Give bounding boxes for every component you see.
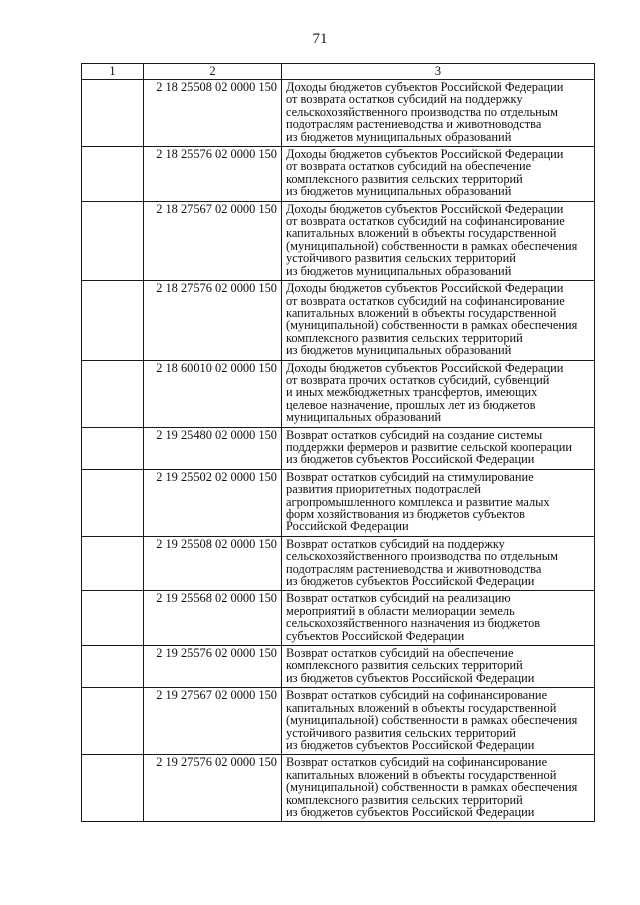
description-line: Возврат остатков субсидий на софинансирование bbox=[286, 688, 548, 703]
description-line: устойчивого развития сельских территорий bbox=[286, 251, 516, 266]
description-line: Доходы бюджетов субъектов Российской Федерации bbox=[286, 147, 564, 162]
budget-code: 2 18 27567 02 0000 150 bbox=[144, 201, 282, 280]
budget-code: 2 18 25576 02 0000 150 bbox=[144, 147, 282, 202]
description-line: Российской Федерации bbox=[286, 519, 409, 534]
description-line: из бюджетов муниципальных образований bbox=[286, 184, 512, 199]
description-line: из бюджетов субъектов Российской Федерации bbox=[286, 452, 535, 467]
table-row bbox=[82, 688, 595, 755]
description-line: комплексного развития сельских территорий bbox=[286, 171, 523, 186]
table-row bbox=[82, 755, 595, 822]
description-line: сельскохозяйственного назначения из бюджетов bbox=[286, 616, 541, 631]
description-line: подотраслям растениеводства и животноводства bbox=[286, 561, 542, 576]
budget-codes-table bbox=[81, 63, 595, 822]
description-line: муниципальных образований bbox=[286, 410, 442, 425]
income-description bbox=[282, 147, 595, 202]
header-col-1: 1 bbox=[82, 64, 144, 80]
budget-code: 2 19 25502 02 0000 150 bbox=[144, 469, 282, 536]
description-line: Возврат остатков субсидий на стимулирование bbox=[286, 469, 534, 484]
description-line: комплексного развития сельских территорий bbox=[286, 658, 523, 673]
page-number: 71 bbox=[312, 31, 328, 47]
cell-col-1 bbox=[82, 591, 144, 646]
description-line: комплексного развития сельских территорий bbox=[286, 330, 523, 345]
description-line: (муниципальной) собственности в рамках обеспечения bbox=[286, 238, 578, 253]
budget-code: 2 18 25508 02 0000 150 bbox=[144, 80, 282, 147]
description-line: и иных межбюджетных трансфертов, имеющих bbox=[286, 385, 538, 400]
description-line: подотраслям растениеводства и животноводства bbox=[286, 117, 542, 132]
description-line: Возврат остатков субсидий на реализацию bbox=[286, 591, 511, 606]
income-description bbox=[282, 591, 595, 646]
description-line: (муниципальной) собственности в рамках обеспечения bbox=[286, 780, 578, 795]
table-row bbox=[82, 80, 595, 147]
description-line: от возврата остатков субсидий на поддержку bbox=[286, 92, 523, 107]
income-description bbox=[282, 755, 595, 822]
description-line: поддержки фермеров и развитие сельской кооперации bbox=[286, 439, 573, 454]
budget-code: 2 19 27567 02 0000 150 bbox=[144, 688, 282, 755]
income-description bbox=[282, 201, 595, 280]
table-row bbox=[82, 646, 595, 688]
cell-col-1 bbox=[82, 80, 144, 147]
cell-col-1 bbox=[82, 688, 144, 755]
description-line: форм хозяйствования из бюджетов субъектов bbox=[286, 507, 526, 521]
description-line: сельскохозяйственного производства по отдельным bbox=[286, 104, 558, 119]
description-line: от возврата остатков субсидий на обеспечение bbox=[286, 159, 532, 174]
income-description bbox=[282, 536, 595, 591]
budget-code: 2 19 27576 02 0000 150 bbox=[144, 755, 282, 822]
income-description bbox=[282, 281, 595, 360]
description-line: субъектов Российской Федерации bbox=[286, 628, 465, 643]
description-line: капитальных вложений в объекты государственной bbox=[286, 767, 557, 782]
budget-code: 2 19 25568 02 0000 150 bbox=[144, 591, 282, 646]
table-row bbox=[82, 536, 595, 591]
income-description bbox=[282, 427, 595, 469]
description-line: комплексного развития сельских территорий bbox=[286, 792, 523, 807]
description-line: сельскохозяйственного производства по отдельным bbox=[286, 549, 558, 564]
table-row bbox=[82, 469, 595, 536]
cell-col-1 bbox=[82, 360, 144, 427]
description-line: капитальных вложений в объекты государственной bbox=[286, 700, 557, 715]
description-line: из бюджетов муниципальных образований bbox=[286, 263, 512, 278]
description-line: из бюджетов субъектов Российской Федерации bbox=[286, 737, 535, 752]
cell-col-1 bbox=[82, 646, 144, 688]
description-line: капитальных вложений в объекты государственной bbox=[286, 305, 557, 320]
description-line: Доходы бюджетов субъектов Российской Федерации bbox=[286, 201, 564, 216]
cell-col-1 bbox=[82, 281, 144, 360]
description-line: из бюджетов субъектов Российской Федерации bbox=[286, 804, 535, 819]
description-line: Возврат остатков субсидий на поддержку bbox=[286, 536, 505, 551]
description-line: (муниципальной) собственности в рамках обеспечения bbox=[286, 713, 578, 728]
budget-code: 2 18 27576 02 0000 150 bbox=[144, 281, 282, 360]
description-line: Возврат остатков субсидий на создание системы bbox=[286, 427, 543, 442]
budget-code: 2 19 25508 02 0000 150 bbox=[144, 536, 282, 591]
cell-col-1 bbox=[82, 536, 144, 591]
table-row bbox=[82, 360, 595, 427]
description-line: из бюджетов субъектов Российской Федерации bbox=[286, 574, 535, 589]
description-line: Возврат остатков субсидий на софинансирование bbox=[286, 755, 548, 770]
description-line: мероприятий в области мелиорации земель bbox=[286, 603, 515, 618]
description-line: Доходы бюджетов субъектов Российской Федерации bbox=[286, 281, 564, 296]
header-col-2: 2 bbox=[144, 64, 282, 80]
budget-code: 2 19 25576 02 0000 150 bbox=[144, 646, 282, 688]
description-line: капитальных вложений в объекты государственной bbox=[286, 226, 557, 241]
income-description bbox=[282, 646, 595, 688]
description-line: Возврат остатков субсидий на обеспечение bbox=[286, 646, 514, 661]
cell-col-1 bbox=[82, 755, 144, 822]
description-line: из бюджетов муниципальных образований bbox=[286, 343, 512, 358]
header-row bbox=[82, 64, 595, 80]
table-row bbox=[82, 201, 595, 280]
description-line: развития приоритетных подотраслей bbox=[286, 482, 481, 497]
description-line: устойчивого развития сельских территорий bbox=[286, 725, 516, 740]
description-line: от возврата остатков субсидий на софинансирование bbox=[286, 293, 565, 308]
description-line: из бюджетов муниципальных образований bbox=[286, 129, 512, 144]
cell-col-1 bbox=[82, 427, 144, 469]
budget-code: 2 18 60010 02 0000 150 bbox=[144, 360, 282, 427]
budget-code: 2 19 25480 02 0000 150 bbox=[144, 427, 282, 469]
cell-col-1 bbox=[82, 469, 144, 536]
table-row bbox=[82, 591, 595, 646]
description-line: Доходы бюджетов субъектов Российской Федерации bbox=[286, 360, 564, 375]
description-line: от возврата прочих остатков субсидий, субвенций bbox=[286, 372, 550, 387]
income-description bbox=[282, 688, 595, 755]
table-row bbox=[82, 147, 595, 202]
header-col-3: 3 bbox=[282, 64, 595, 80]
table-row bbox=[82, 427, 595, 469]
description-line: из бюджетов субъектов Российской Федерации bbox=[286, 670, 535, 685]
cell-col-1 bbox=[82, 147, 144, 202]
income-description bbox=[282, 360, 595, 427]
description-line: от возврата остатков субсидий на софинансирование bbox=[286, 214, 565, 229]
cell-col-1 bbox=[82, 201, 144, 280]
description-line: Доходы бюджетов субъектов Российской Федерации bbox=[286, 80, 564, 94]
description-line: целевое назначение, прошлых лет из бюджетов bbox=[286, 397, 536, 412]
description-line: агропромышленного комплекса и развитие малых bbox=[286, 494, 550, 509]
description-line: (муниципальной) собственности в рамках обеспечения bbox=[286, 318, 578, 333]
income-description bbox=[282, 469, 595, 536]
table-header bbox=[82, 64, 595, 80]
table-row bbox=[82, 281, 595, 360]
income-description bbox=[282, 80, 595, 147]
table-body bbox=[82, 80, 595, 822]
